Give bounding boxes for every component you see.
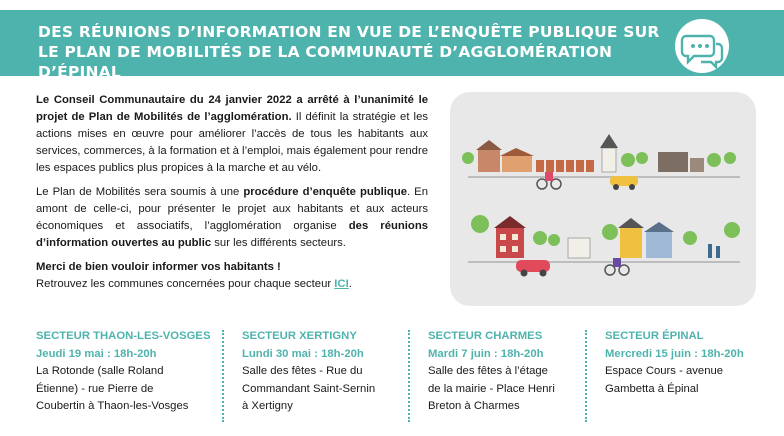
sector-name: SECTEUR CHARMES [428,330,543,342]
sector-place-line: Salle des fêtes - Rue du [242,365,363,377]
mobility-illustration [450,92,756,306]
sector-place-line: à Xertigny [242,400,293,412]
header-banner [0,10,784,81]
intro-p2-e: sur les différents secteurs. [211,237,346,249]
intro-paragraph-3 [36,259,428,276]
sector-date: Mercredi 15 juin : 18h-20h [605,347,744,360]
intro-p1-rest: Il définit la stratégie et les actions mises en œuvre pour améliorer l’accès de tous les habitants aux services, commerces, à la formation et à l’emploi, mais également pour rendre les espaces publics plus propices à la marche et au vélo. [36,111,428,174]
title-line-1: DES RÉUNIONS D’INFORMATION EN VUE DE L’ENQUÊTE PUBLIQUE SUR [38,23,660,41]
sector-place-line: Salle des fêtes à l’étage [428,365,548,377]
sector-place-line: Espace Cours - avenue [605,365,724,377]
intro-p2-d: des réunions d’information ouvertes au public [36,220,428,249]
sector-place-line: Étienne) - rue Pierre de [36,382,154,395]
intro-paragraph-1 [36,92,428,177]
town-mobility-drawing [450,92,756,306]
sector-date: Mardi 7 juin : 18h-20h [428,347,544,360]
sector-date: Lundi 30 mai : 18h-20h [242,347,364,360]
sector-thaon [36,328,226,416]
sector-place-line: Breton à Charmes [428,400,520,412]
sector-charmes [428,328,578,416]
intro-text [36,92,428,300]
sector-divider [222,330,224,422]
sector-divider [585,330,587,422]
sector-divider [408,330,410,422]
intro-p2-c: . En amont de celle-ci, pour présenter le projet aux habitants et aux acteurs économiques et associatifs, l’agglomération organise [36,186,428,232]
sector-name: SECTEUR XERTIGNY [242,330,357,342]
page-title [38,22,678,82]
intro-p4-text: Retrouvez les communes concernées pour chaque secteur [36,278,335,290]
chat-bubbles-icon [672,18,732,74]
sectors-row [0,328,784,428]
sector-name: SECTEUR THAON-LES-VOSGES [36,330,211,342]
intro-p2-a: Le Plan de Mobilités sera soumis à une [36,186,244,198]
sector-xertigny [242,328,402,416]
sector-place-line: Gambetta à Épinal [605,382,699,395]
sector-epinal [605,328,775,398]
sector-place-line: de la mairie - Place Henri [428,382,555,395]
intro-p4-end: . [348,278,352,290]
intro-paragraph-4 [36,276,428,293]
sector-place-line: Coubertin à Thaon-les-Vosges [36,400,189,412]
intro-p2-b: procédure d’enquête publique [243,186,408,198]
intro-p3-bold: Merci de bien vouloir informer vos habitants ! [36,261,281,273]
sector-date: Jeudi 19 mai : 18h-20h [36,347,157,360]
sector-name: SECTEUR ÉPINAL [605,330,704,342]
sector-place-line: Commandant Saint-Sernin [242,382,376,395]
intro-paragraph-2 [36,184,428,252]
ici-link[interactable]: ICI [334,278,349,290]
sector-place-line: La Rotonde (salle Roland [36,365,164,377]
title-line-2: LE PLAN DE MOBILITÉS DE LA COMMUNAUTÉ D’AGGLOMÉRATION D’ÉPINAL [38,43,613,81]
intro-p1-bold: Le Conseil Communautaire du 24 janvier 2022 a arrêté à l’unanimité le projet de Plan de Mobilités de l’agglomération. [36,94,428,123]
